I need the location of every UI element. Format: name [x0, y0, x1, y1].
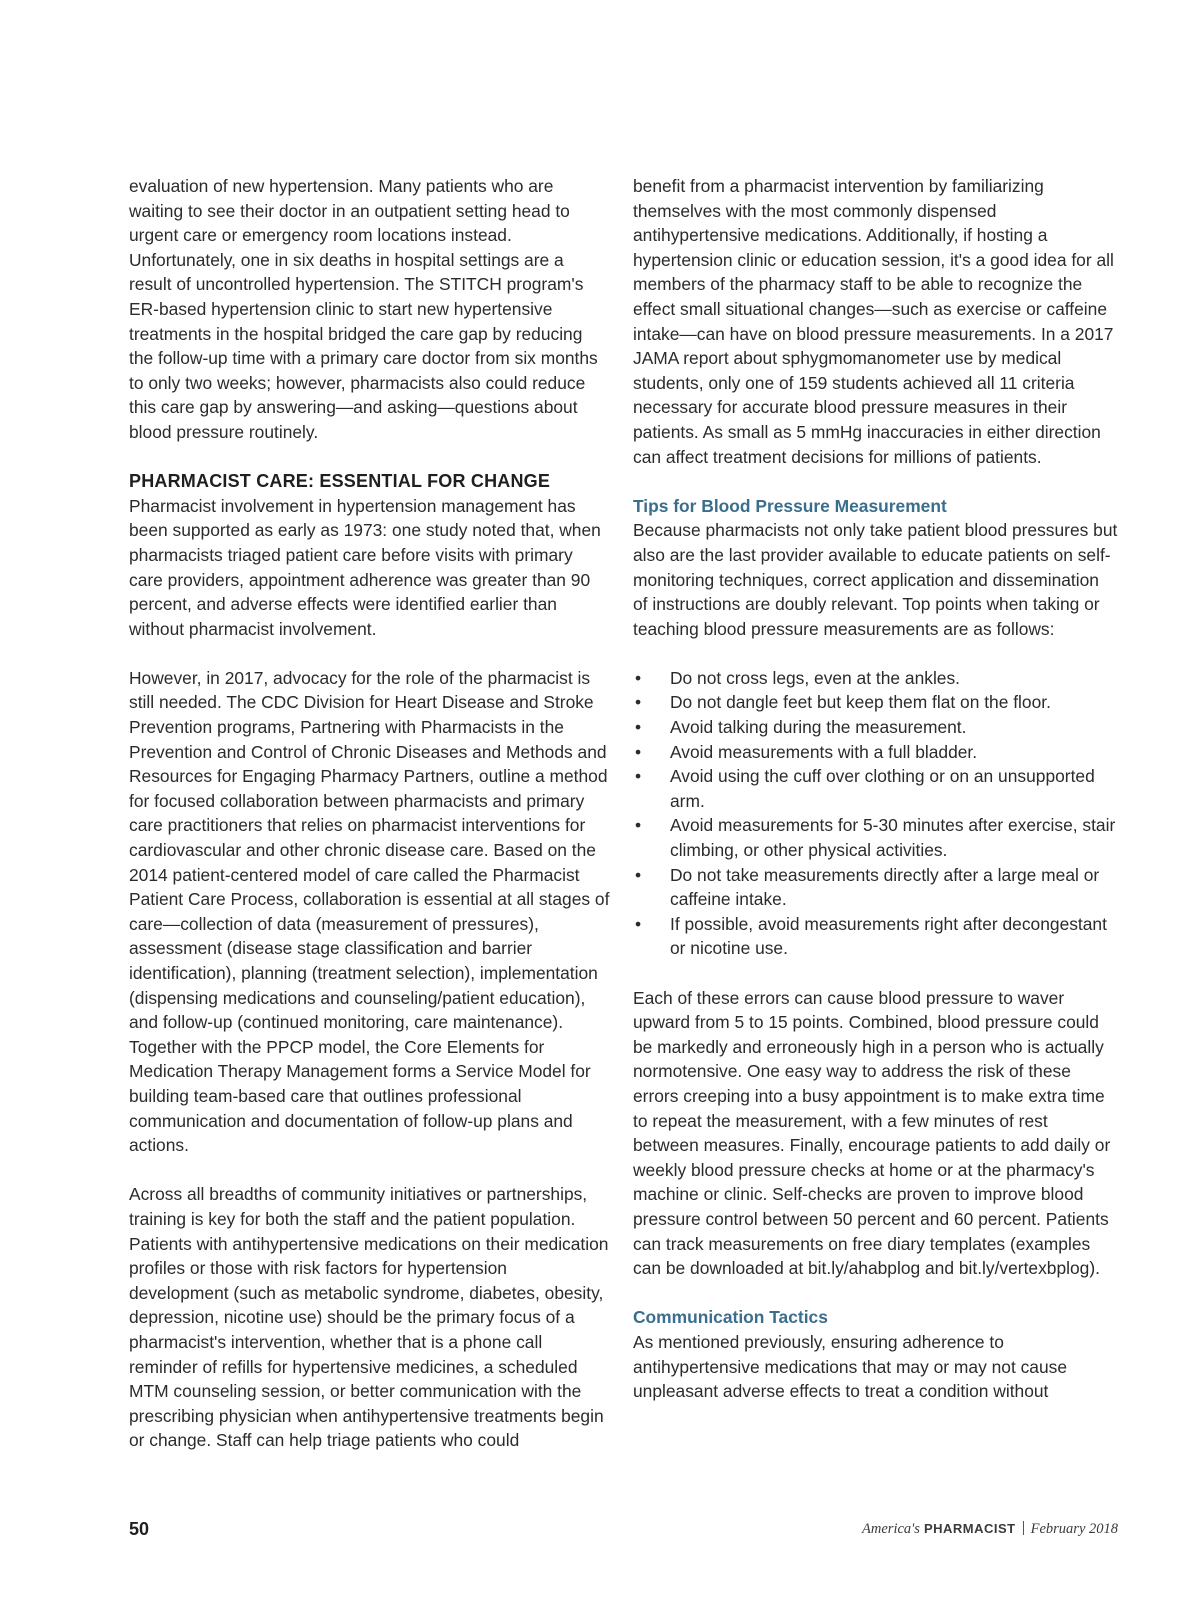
list-item: • Do not cross legs, even at the ankles.: [633, 666, 1118, 691]
page-footer: [129, 1519, 1118, 1545]
divider: [1023, 1521, 1024, 1535]
list-item: • Avoid measurements with a full bladder.: [633, 740, 1118, 765]
paragraph: As mentioned previously, ensuring adherence to antihypertensive medications that may or may not cause unpleasant adverse effects to treat a condition without: [633, 1331, 1068, 1402]
paragraph: benefit from a pharmacist intervention by familiarizing themselves with the most commonly dispensed antihypertensive medications. Additionally, if hosting a hypertension clinic or education session, it's a good idea for all members of the pharmacy staff to be able to recognize the effect small situational changes—such as exercise or caffeine intake—can have on blood pressure measurements. In a 2017 JAMA report about sphygmomanometer use by medical students, only one of 159 students achieved all 11 criteria necessary for accurate blood pressure measures in their patients. As small as 5 mmHg inaccuracies in either direction can affect treatment decisions for millions of patients.: [633, 176, 1114, 467]
paragraph: Pharmacist involvement in hypertension management has been supported as early as 1973: one study noted that, when pharmacists triaged patient care before visits with primary care providers, appointment adherence was greater than 90 percent, and adverse effects were identified earlier than without pharmacist involvement.: [129, 495, 601, 639]
paragraph: However, in 2017, advocacy for the role of the pharmacist is still needed. The CDC Division for Heart Disease and Stroke Prevention programs, Partnering with Pharmacists in the Prevention and Control of Chronic Diseases and Methods and Resources for Engaging Pharmacy Partners, outline a method for focused collaboration between pharmacists and primary care practitioners that relies on pharmacist interventions for cardiovascular and other chronic disease care. Based on the 2014 patient-centered model of care called the Pharmacist Patient Care Process, collaboration is essential at all stages of care—collection of data (measurement of pressures), assessment (disease stage classification and barrier identification), planning (treatment selection), implementation (dispensing medications and counseling/patient education), and follow-up (continued monitoring, care maintenance). Together with the PPCP model, the Core Elements for Medication Therapy Management forms a Service Model for building team-based care that outlines professional communication and documentation of follow-up plans and actions.: [129, 667, 610, 1156]
paragraph: Because pharmacists not only take patient blood pressures but also are the last provider available to educate patients on self-monitoring techniques, correct application and dissemination of instructions are doubly relevant. Top points when taking or teaching blood pressure measurements are as follows:: [633, 520, 1118, 639]
right-column: [633, 174, 1118, 1404]
subheading-communication: Communication Tactics: [633, 1307, 828, 1328]
magazine-name: PHARMACIST: [923, 1521, 1016, 1536]
subheading-tips: Tips for Blood Pressure Measurement: [633, 495, 947, 516]
tips-list: [633, 666, 1118, 961]
list-item: • Avoid measurements for 5-30 minutes after exercise, stair climbing, or other physical activities.: [633, 813, 1118, 862]
left-column: [129, 174, 611, 1453]
list-item: • Avoid talking during the measurement.: [633, 715, 1118, 740]
magazine-masthead: [862, 1521, 1118, 1538]
magazine-name-prefix: America's: [862, 1521, 920, 1537]
paragraph: evaluation of new hypertension. Many patients who are waiting to see their doctor in an outpatient setting head to urgent care or emergency room locations instead. Unfortunately, one in six deaths in hospital settings are a result of uncontrolled hypertension. The STITCH program's ER-based hypertension clinic to start new hypertensive treatments in the hospital bridged the care gap by reducing the follow-up time with a primary care doctor from six months to only two weeks; however, pharmacists also could reduce this care gap by answering—and asking—questions about blood pressure routinely.: [129, 176, 598, 442]
issue-date: February 2018: [1030, 1521, 1118, 1537]
list-item: • Do not take measurements directly after a large meal or caffeine intake.: [633, 863, 1118, 912]
paragraph: Across all breadths of community initiatives or partnerships, training is key for both the staff and the patient population. Patients with antihypertensive medications on their medication profiles or those with risk factors for hypertension development (such as metabolic syndrome, diabetes, obesity, depression, nicotine use) should be the primary focus of a pharmacist's intervention, whether that is a phone call reminder of refills for hypertensive medicines, a scheduled MTM counseling session, or better communication with the prescribing physician when antihypertensive treatments begin or change. Staff can help triage patients who could: [129, 1184, 609, 1451]
section-heading: PHARMACIST CARE: ESSENTIAL FOR CHANGE: [129, 471, 551, 492]
list-item: • Avoid using the cuff over clothing or on an unsupported arm.: [633, 764, 1118, 813]
paragraph: Each of these errors can cause blood pressure to waver upward from 5 to 15 points. Combined, blood pressure could be markedly and erroneously high in a person who is actually normotensive. One easy way to address the risk of these errors creeping into a busy appointment is to make extra time to repeat the measurement, with a few minutes of rest between measures. Finally, encourage patients to add daily or weekly blood pressure checks at home or at the pharmacy's machine or clinic. Self-checks are proven to improve blood pressure control between 50 percent and 60 percent. Patients can track measurements on free diary templates (examples can be downloaded at bit.ly/ahabplog and bit.ly/vertexbplog).: [633, 987, 1111, 1279]
page-number: 50: [129, 1519, 150, 1539]
list-item: • If possible, avoid measurements right after decongestant or nicotine use.: [633, 912, 1118, 961]
list-item: • Do not dangle feet but keep them flat on the floor.: [633, 690, 1118, 715]
